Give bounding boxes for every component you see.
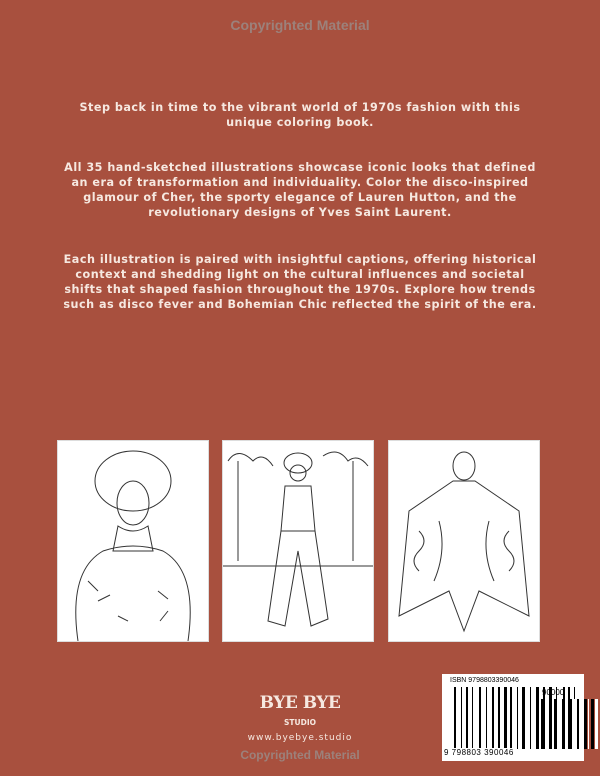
barcode-bar: [492, 687, 494, 749]
barcode-bar: [581, 699, 583, 749]
barcode-addon-bars: [536, 699, 599, 749]
illustration-fur-coat: [57, 440, 209, 642]
barcode-bar: [517, 687, 518, 749]
barcode-bar: [562, 699, 564, 749]
barcode-bar: [565, 699, 567, 749]
barcode-bar: [588, 699, 589, 749]
barcode-bar: [526, 687, 529, 749]
barcode-bar: [486, 687, 487, 749]
barcode-bar: [530, 687, 531, 749]
captions-paragraph: Each illustration is paired with insightful captions, offering historical context and shedding light on the cultural influences and societal shifts that shaped fashion throughout the 1970s. Explore how trends such as disco fever and Bohemian Chic reflected the spirit of the era.: [63, 253, 537, 311]
barcode-bar: [539, 699, 540, 749]
barcode-bar: [536, 699, 537, 749]
barcode-bar: [482, 687, 484, 749]
barcode-bar: [541, 699, 544, 749]
isbn-barcode: [442, 674, 584, 761]
barcode-bar: [545, 699, 547, 749]
barcode-bar: [488, 687, 491, 749]
barcode-bar: [554, 699, 557, 749]
barcode-bar: [514, 687, 516, 749]
illustrations-paragraph: All 35 hand-sketched illustrations showcase iconic looks that defined an era of transformation and individuality. Color the disco-inspired glamour of Cher, the sporty elegance of Lauren Hutton, and the revolutionary designs of Yves Saint Laurent.: [64, 161, 536, 219]
barcode-bar: [463, 687, 464, 749]
barcode-bar: [595, 699, 598, 749]
barcode-addon: 90000: [542, 688, 565, 697]
watermark-top: Copyrighted Material: [230, 17, 370, 33]
barcode-bar: [552, 699, 553, 749]
barcode-bar: [549, 699, 551, 749]
publisher-url[interactable]: www.byebye.studio: [247, 733, 353, 743]
barcode-bar: [475, 687, 478, 749]
illustration-wide-trousers: [222, 440, 374, 642]
barcode-bar: [461, 687, 462, 749]
barcode-bar: [559, 699, 561, 749]
barcode-bar: [522, 687, 525, 749]
publisher-logo: BYE BYE: [259, 693, 341, 713]
barcode-bar: [584, 699, 587, 749]
illustration-caftan: [388, 440, 540, 642]
barcode-bar: [508, 687, 509, 749]
barcode-bar: [466, 687, 468, 749]
barcode-bar: [591, 699, 594, 749]
barcode-bar: [577, 699, 579, 749]
barcode-bar: [454, 687, 456, 749]
barcode-bar: [498, 687, 500, 749]
barcode-bar: [569, 699, 572, 749]
barcode-bar: [472, 687, 473, 749]
barcode-bar: [479, 687, 481, 749]
barcode-bar: [496, 687, 497, 749]
intro-paragraph: Step back in time to the vibrant world of 1970s fashion with this unique coloring book.: [79, 101, 521, 129]
barcode-bar: [510, 687, 512, 749]
barcode-bar: [573, 699, 576, 749]
watermark-bottom: Copyrighted Material: [240, 748, 360, 762]
barcode-digits: 9 798803 390046: [444, 748, 514, 757]
barcode-bar: [504, 687, 507, 749]
barcode-bar: [533, 687, 535, 749]
barcode-bar: [519, 687, 520, 749]
publisher-sub: STUDIO: [284, 718, 316, 727]
barcode-bar: [458, 687, 460, 749]
barcode-bar: [501, 687, 502, 749]
isbn-label: ISBN 9798803390046: [450, 677, 519, 684]
barcode-bar: [469, 687, 471, 749]
